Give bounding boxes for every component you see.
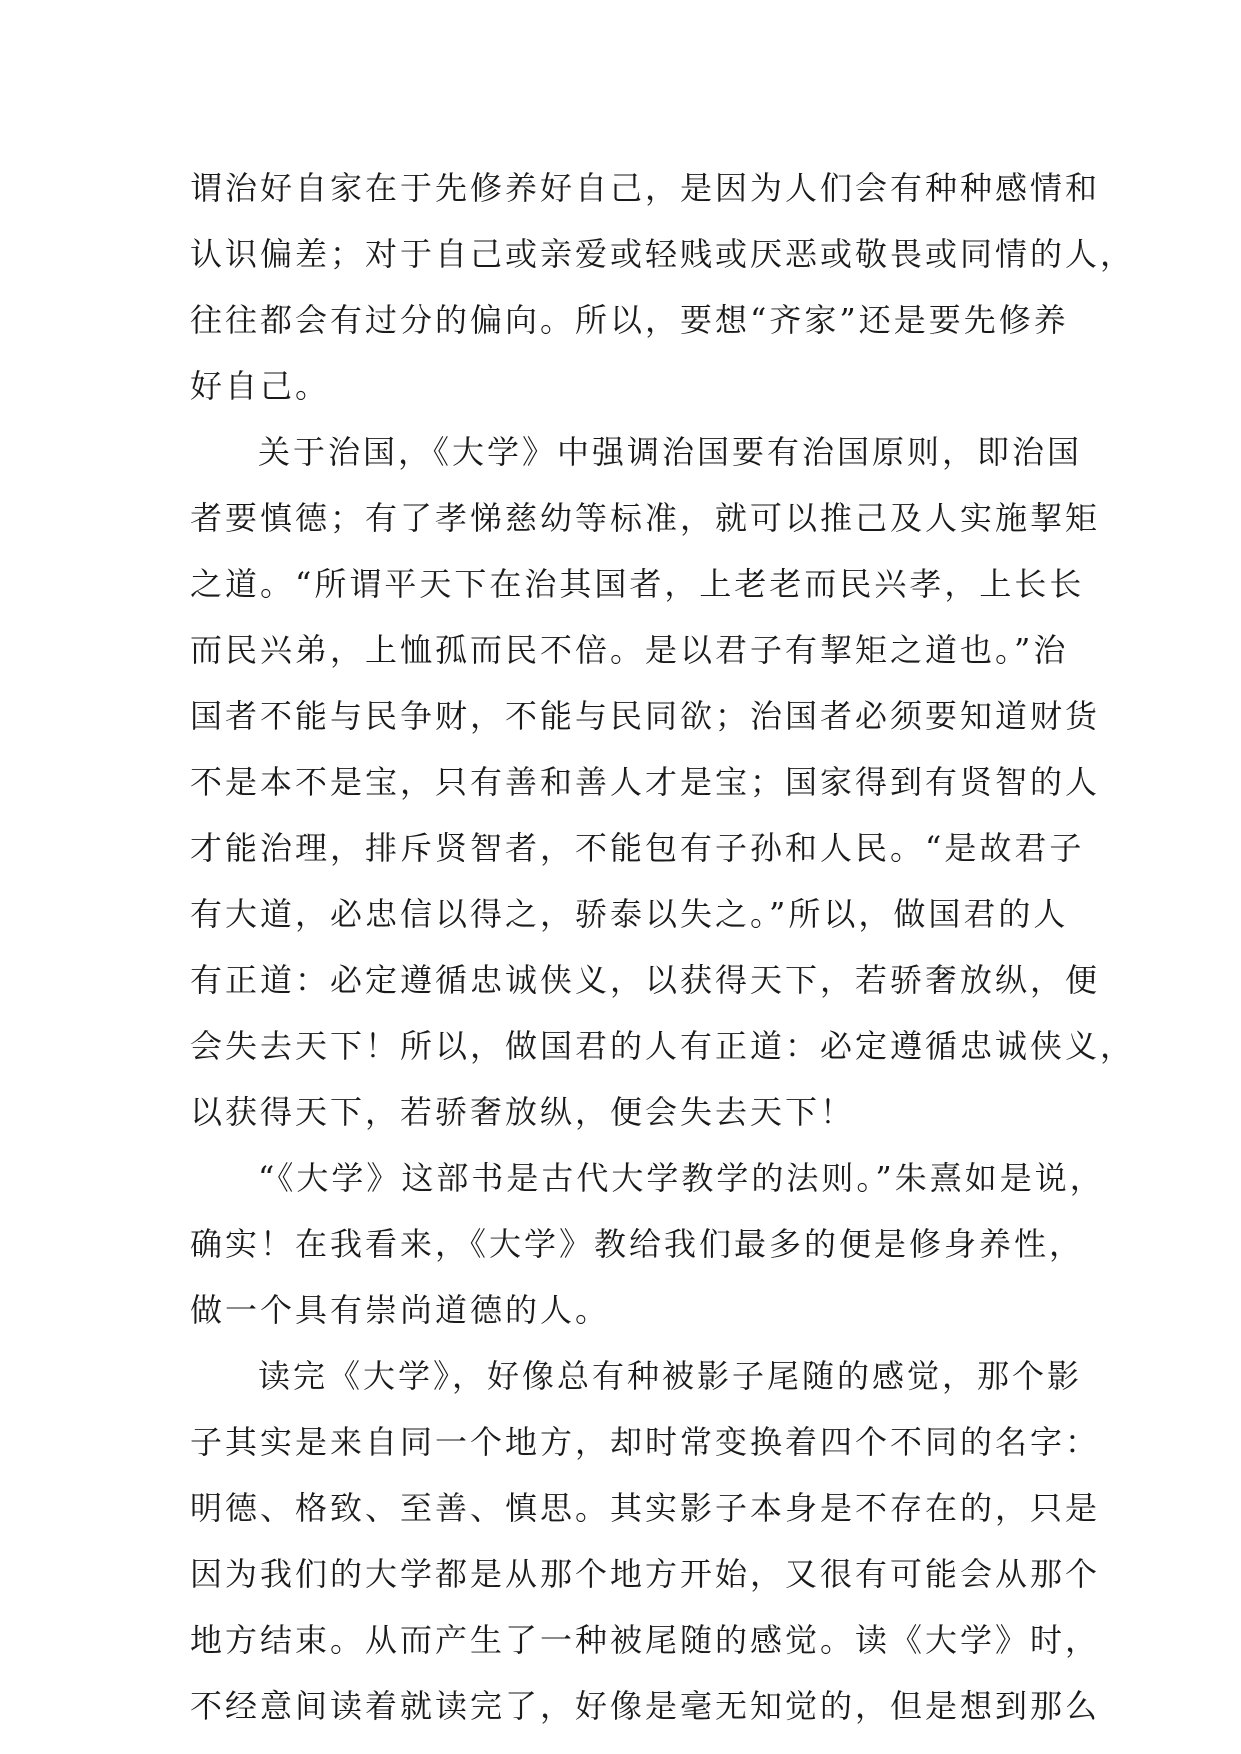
text-line: 有大道，必忠信以得之，骄泰以失之。”所以，做国君的人 xyxy=(190,895,1069,933)
text-line: 不经意间读着就读完了，好像是毫无知觉的，但是想到那么 xyxy=(190,1687,1101,1725)
text-line: 往往都会有过分的偏向。所以，要想“齐家”还是要先修养 xyxy=(190,301,1069,339)
text-line: 关于治国，《大学》中强调治国要有治国原则，即治国 xyxy=(258,433,1083,471)
text-line: 会失去天下！所以，做国君的人有正道：必定遵循忠诚侠义， xyxy=(190,1027,1136,1065)
text-line: “《大学》这部书是古代大学教学的法则。”朱熹如是说， xyxy=(258,1159,1105,1197)
text-line: 读完《大学》，好像总有种被影子尾随的感觉，那个影 xyxy=(258,1357,1083,1395)
text-line: 好自己。 xyxy=(190,367,331,405)
text-line: 明德、格致、至善、慎思。其实影子本身是不存在的，只是 xyxy=(190,1489,1101,1527)
text-line: 以获得天下，若骄奢放纵，便会失去天下！ xyxy=(190,1093,856,1131)
text-line: 不是本不是宝，只有善和善人才是宝；国家得到有贤智的人 xyxy=(190,763,1101,801)
text-line: 确实！在我看来，《大学》教给我们最多的便是修身养性， xyxy=(190,1225,1085,1263)
text-line: 子其实是来自同一个地方，却时常变换着四个不同的名字： xyxy=(190,1423,1101,1461)
text-line: 认识偏差；对于自己或亲爱或轻贱或厌恶或敬畏或同情的人， xyxy=(190,235,1136,273)
text-line: 地方结束。从而产生了一种被尾随的感觉。读《大学》时， xyxy=(190,1621,1101,1659)
text-line: 谓治好自家在于先修养好自己，是因为人们会有种种感情和 xyxy=(190,169,1101,207)
text-line: 而民兴弟，上恤孤而民不倍。是以君子有挈矩之道也。”治 xyxy=(190,631,1069,669)
text-line: 国者不能与民争财，不能与民同欲；治国者必须要知道财货 xyxy=(190,697,1101,735)
body-text xyxy=(190,155,1136,1739)
text-line: 因为我们的大学都是从那个地方开始，又很有可能会从那个 xyxy=(190,1555,1101,1593)
text-line: 之道。“所谓平天下在治其国者，上老老而民兴孝，上长长 xyxy=(190,565,1085,603)
text-line: 做一个具有崇尚道德的人。 xyxy=(190,1291,611,1329)
text-line: 者要慎德；有了孝悌慈幼等标准，就可以推己及人实施挈矩 xyxy=(190,499,1101,537)
text-line: 有正道：必定遵循忠诚侠义，以获得天下，若骄奢放纵，便 xyxy=(190,961,1101,999)
text-line: 才能治理，排斥贤智者，不能包有子孙和人民。“是故君子 xyxy=(190,829,1085,867)
